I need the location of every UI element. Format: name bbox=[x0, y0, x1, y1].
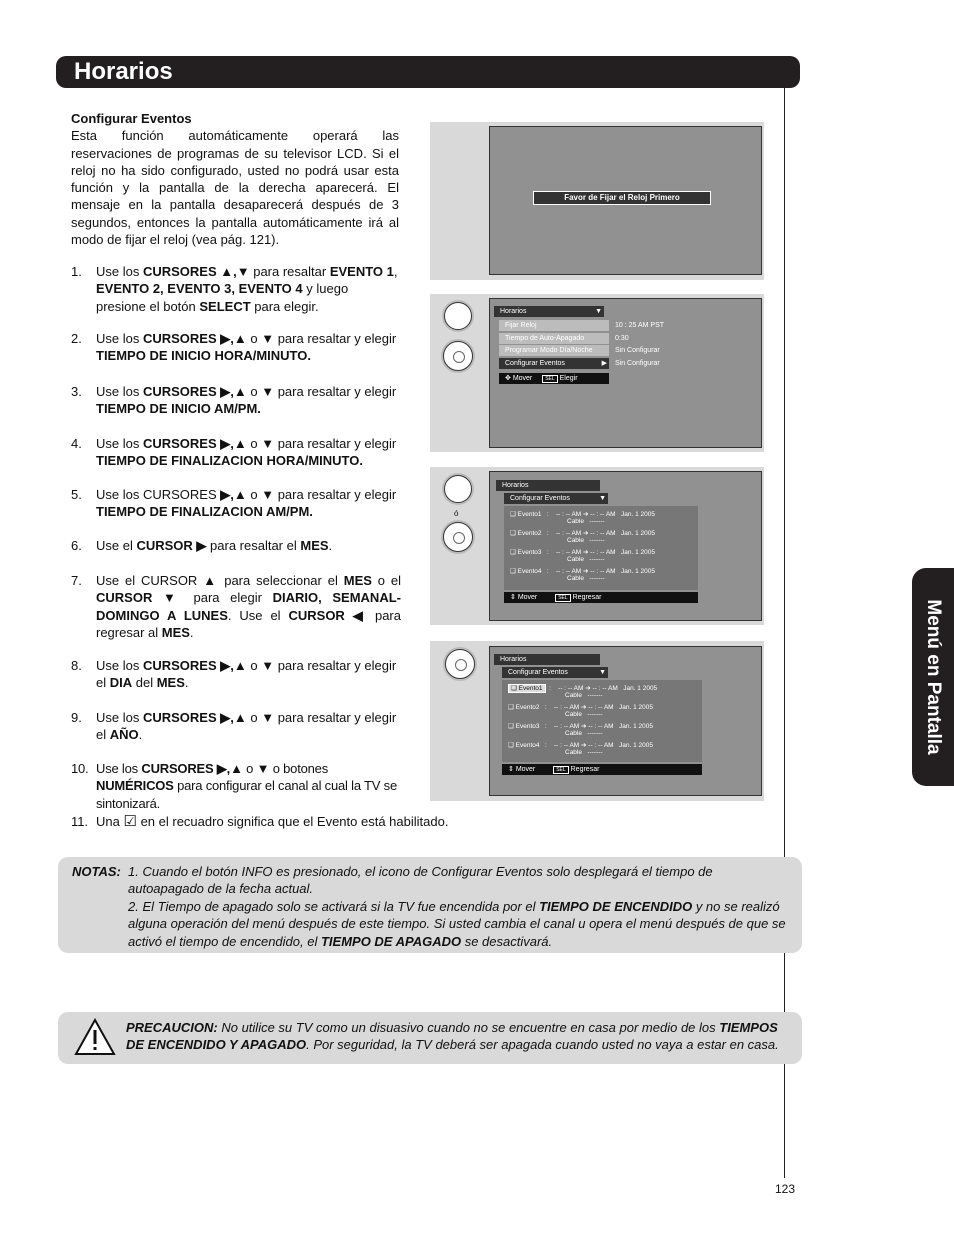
step-8: 8. Use los CURSORES ▶,▲ o ▼ para resaltar y elegir el DIA del MES. bbox=[71, 658, 397, 691]
step-7: 7. Use el CURSOR ▲ para seleccionar el MES o el CURSOR ▼ para elegir DIARIO, SEMANAL-DOMINGO A LUNES. Use el CURSOR ◀ para regresar al MES. bbox=[71, 573, 401, 640]
step-4: 4. Use los CURSORES ▶,▲ o ▼ para resaltar y elegir TIEMPO DE FINALIZACION HORA/MINUTO. bbox=[71, 436, 397, 469]
warning-triangle-icon bbox=[74, 1018, 116, 1056]
section-heading: Configurar Eventos bbox=[71, 111, 192, 126]
side-tab: Menú en Pantalla bbox=[912, 568, 954, 786]
step-6: 6. Use el CURSOR ▶ para resaltar el MES. bbox=[71, 538, 333, 553]
step-3: 3. Use los CURSORES ▶,▲ o ▼ para resaltar y elegir TIEMPO DE INICIO AM/PM. bbox=[71, 384, 397, 417]
page-title: Horarios bbox=[56, 56, 800, 88]
intro-body: Esta función automáticamente operará las reservaciones de programas de su televisor LCD. Si el reloj no ha sido configurado, usted no podrá usar esta función y la pantalla de la derecha aparecerá. El mensaje en la pantalla desaparecerá después de 3 segundos, entonces la pantalla automáticamente irá al modo de fijar el reloj (vea pág. 121). bbox=[71, 128, 399, 248]
menu-item-auto-apagado[interactable]: Tiempo de Auto-Apagado bbox=[499, 333, 609, 344]
event-row-2[interactable]: ❑ Evento2 : -- : -- AM ➔ -- : -- AM Jan. 1 2005 Cable ------- bbox=[508, 704, 653, 718]
select-button[interactable]: SELECT bbox=[444, 302, 472, 330]
events-list bbox=[504, 506, 698, 590]
event-row-4[interactable]: ❑ Evento4 : -- : -- AM ➔ -- : -- AM Jan. 1 2005 Cable ------- bbox=[510, 568, 655, 582]
dropdown-icon: ▼ bbox=[599, 669, 606, 676]
tv-screen bbox=[489, 298, 762, 448]
panel-eventos-list bbox=[430, 467, 764, 625]
events-list bbox=[502, 680, 702, 762]
checkbox-checked-icon: ☑ bbox=[123, 813, 137, 830]
event-row-3[interactable]: ❑ Evento3 : -- : -- AM ➔ -- : -- AM Jan. 1 2005 Cable ------- bbox=[508, 723, 653, 737]
submenu-title: Configurar Eventos ▼ bbox=[502, 667, 608, 678]
arrow-right-icon: ▶ bbox=[601, 360, 607, 367]
menu-item-dia-noche[interactable]: Programar Modo Día/Noche bbox=[499, 345, 609, 356]
menu-item-fijar-reloj[interactable]: Fijar Reloj bbox=[499, 320, 609, 331]
step-5: 5. Use los CURSORES ▶,▲ o ▼ para resaltar y elegir TIEMPO DE FINALIZACION AM/PM. bbox=[71, 487, 397, 520]
eventos-value: Sin Configurar bbox=[615, 360, 660, 367]
step-2: 2. Use los CURSORES ▶,▲ o ▼ para resaltar y elegir TIEMPO DE INICIO HORA/MINUTO. bbox=[71, 331, 397, 364]
note-1: 1. Cuando el botón INFO es presionado, el icono de Configurar Eventos solo desplegará el tiempo de autoapagado de la fecha actual. bbox=[128, 864, 713, 897]
step-10: 10. Use los CURSORES ▶,▲ o ▼ o botones NUMÉRICOS para configurar el canal al cual la TV se sintonizará. bbox=[71, 761, 397, 811]
step-11: 11. Una ☑ en el recuadro significa que el Evento está habilitado. bbox=[71, 813, 449, 830]
panel-horarios-menu bbox=[430, 294, 764, 452]
dia-noche-value: Sin Configurar bbox=[615, 347, 660, 354]
move-arrows-icon: ✥ bbox=[505, 375, 513, 382]
or-label: ó bbox=[454, 509, 459, 518]
tv-screen bbox=[489, 126, 762, 275]
up-down-arrows-icon: ⇕ bbox=[510, 594, 518, 601]
clock-value: 10 : 25 AM PST bbox=[615, 322, 665, 329]
auto-apagado-value: 0:30 bbox=[615, 335, 629, 342]
select-button[interactable]: SELECT bbox=[444, 475, 472, 503]
up-down-arrows-icon: ⇕ bbox=[508, 766, 516, 773]
event-row-1-selected[interactable]: ❑ Evento1 : -- : -- AM ➔ -- : -- AM Jan. 1 2005 Cable ------- bbox=[508, 684, 657, 699]
tv-screen bbox=[489, 471, 762, 621]
step-9: 9. Use los CURSORES ▶,▲ o ▼ para resaltar y elegir el AÑO. bbox=[71, 710, 397, 743]
menu-footer: ⇕ Mover SEL Regresar bbox=[502, 764, 702, 775]
menu-footer: ✥ Mover SEL Elegir bbox=[499, 373, 609, 384]
precaution-text: PRECAUCION: No utilice su TV como un disuasivo cuando no se encuentre en casa por medio de los TIEMPOS DE ENCENDIDO Y APAGADO. Por seguridad, la TV deberá ser apagada cuando usted no vaya a estar en casa. bbox=[126, 1020, 779, 1053]
note-2: 2. El Tiempo de apagado solo se activará si la TV fue encendida por el TIEMPO DE ENCENDIDO y no se realizó alguna operación del menú después de este tiempo. Si usted cambia el canal u opera el menú después de que se activó el tiempo de encendido, el TIEMPO DE APAGADO se desactivará. bbox=[128, 899, 786, 949]
intro-paragraph bbox=[71, 110, 399, 248]
cursor-pad-right[interactable] bbox=[443, 522, 473, 552]
submenu-title: Configurar Eventos ▼ bbox=[504, 493, 608, 504]
cursor-pad-up-down[interactable] bbox=[443, 341, 473, 371]
menu-footer: ⇕ Mover SEL Regresar bbox=[504, 592, 698, 603]
panel-clock-warning bbox=[430, 122, 764, 280]
dropdown-icon: ▼ bbox=[595, 308, 602, 315]
menu-title: Horarios bbox=[496, 480, 600, 491]
step-1: 1. Use los CURSORES ▲,▼ para resaltar EVENTO 1, EVENTO 2, EVENTO 3, EVENTO 4 y luego presione el botón SELECT para elegir. bbox=[71, 264, 398, 314]
menu-title: Horarios bbox=[494, 654, 600, 665]
tv-screen bbox=[489, 646, 762, 796]
notes-label: NOTAS: bbox=[72, 864, 121, 879]
clock-warning-message: Favor de Fijar el Reloj Primero bbox=[533, 191, 711, 205]
sel-key-icon: SEL bbox=[553, 766, 568, 774]
sel-key-icon: SEL bbox=[542, 375, 557, 383]
menu-item-configurar-eventos[interactable]: Configurar Eventos ▶ bbox=[499, 358, 609, 369]
page-number: 123 bbox=[775, 1182, 796, 1196]
event-row-4[interactable]: ❑ Evento4 : -- : -- AM ➔ -- : -- AM Jan. 1 2005 Cable ------- bbox=[508, 742, 653, 756]
precaution-box bbox=[58, 1012, 802, 1064]
cursor-pad[interactable] bbox=[445, 649, 475, 679]
dropdown-icon: ▼ bbox=[599, 495, 606, 502]
menu-title: Horarios ▼ bbox=[494, 306, 604, 317]
panel-eventos-highlight bbox=[430, 641, 764, 801]
event-row-1[interactable]: ❑ Evento1 : -- : -- AM ➔ -- : -- AM Jan. 1 2005 Cable ------- bbox=[510, 511, 655, 525]
event-row-3[interactable]: ❑ Evento3 : -- : -- AM ➔ -- : -- AM Jan. 1 2005 Cable ------- bbox=[510, 549, 655, 563]
sel-key-icon: SEL bbox=[555, 594, 570, 602]
event-row-2[interactable]: ❑ Evento2 : -- : -- AM ➔ -- : -- AM Jan. 1 2005 Cable ------- bbox=[510, 530, 655, 544]
notes-box bbox=[58, 857, 802, 953]
